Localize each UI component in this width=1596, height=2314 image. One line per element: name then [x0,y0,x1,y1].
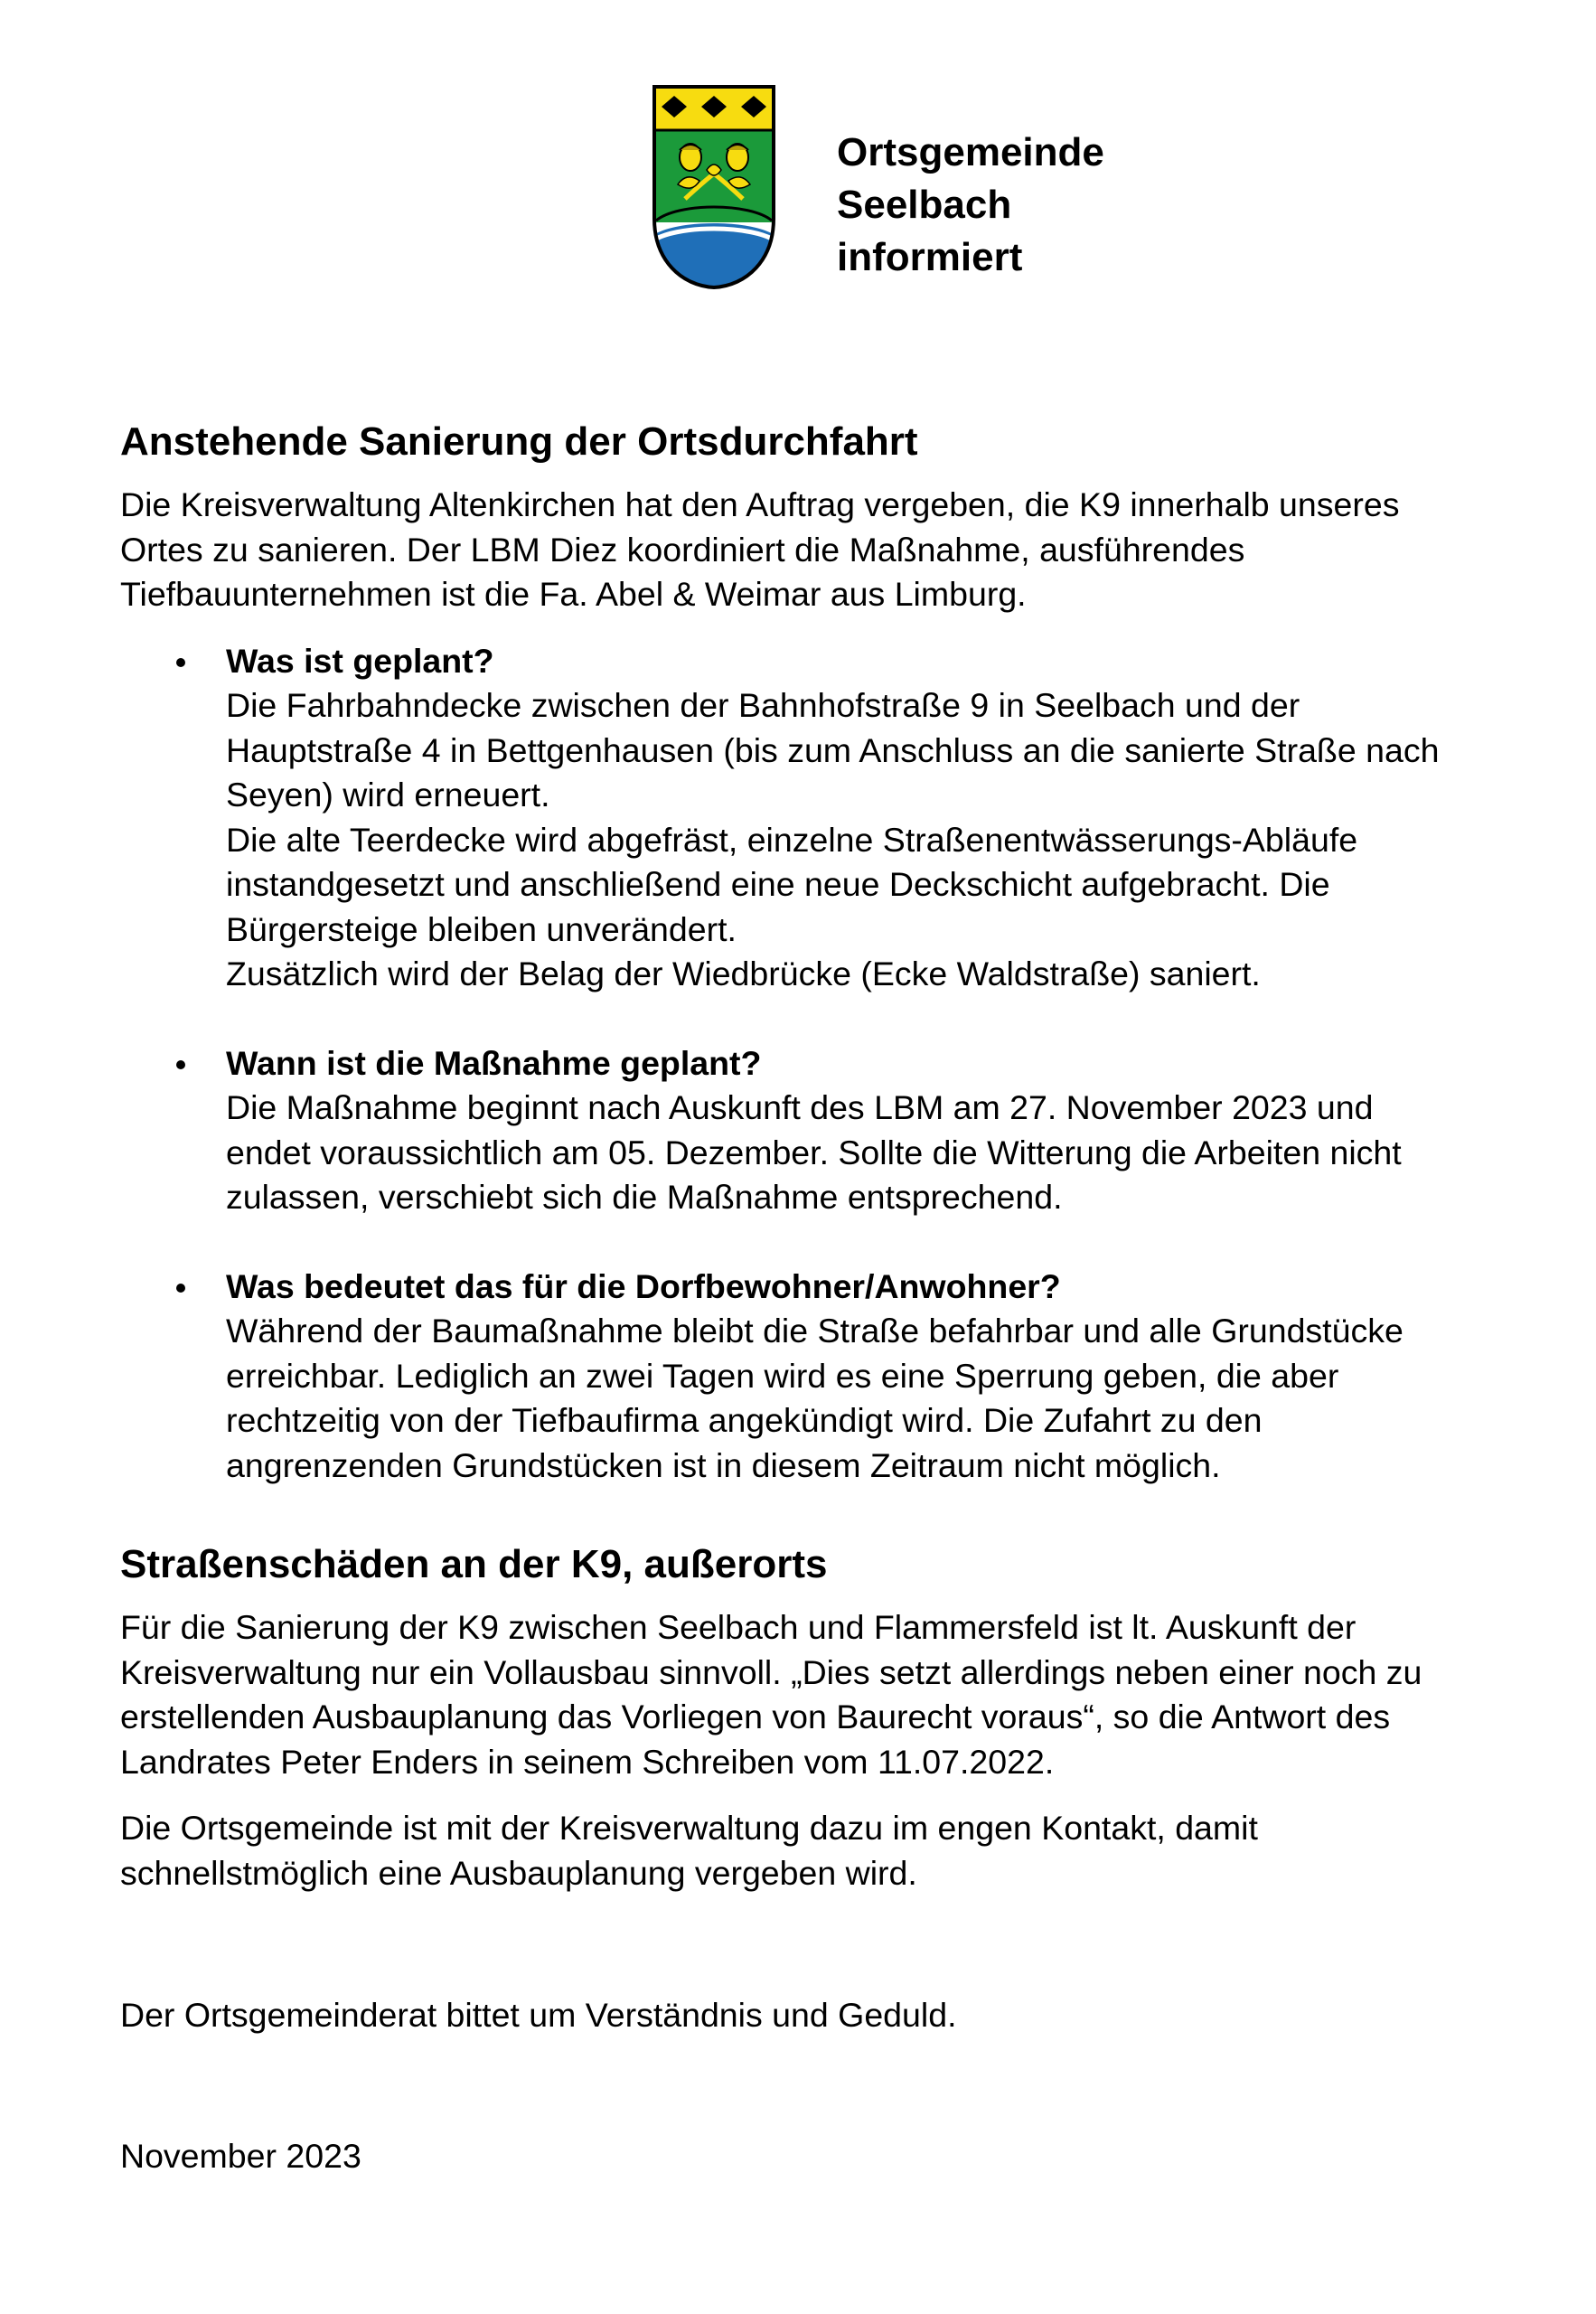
bullet-title: Was ist geplant? [226,641,494,680]
text-line: Die Fahrbahndecke zwischen der Bahnhofstraße 9 in Seelbach und der [226,686,1300,724]
text-line: Seyen) wird erneuert. [226,776,550,814]
text-line: schnellstmöglich eine Ausbauplanung vergeben wird. [120,1853,917,1892]
paragraph-kontakt [120,1806,1530,1895]
bullet-point-geplant [120,639,1530,997]
text-line: Bürgersteige bleiben unverändert. [226,909,737,948]
seelbach-coat-of-arms-icon [651,83,777,291]
text-line: Hauptstraße 4 in Bettgenhausen (bis zum Anschluss an die sanierte Straße nach [226,730,1440,769]
intro-paragraph [120,483,1530,617]
text-line: endet voraussichtlich am 05. Dezember. Sollte die Witterung die Arbeiten nicht [226,1133,1402,1171]
header-title-line: Ortsgemeinde [837,130,1104,174]
paragraph-vollausbau [120,1605,1530,1784]
text-line: Die Maßnahme beginnt nach Auskunft des LBM am 27. November 2023 und [226,1088,1374,1126]
text-line: Die Kreisverwaltung Altenkirchen hat den Auftrag vergeben, die K9 innerhalb unseres [120,485,1400,523]
document-header [651,83,1193,291]
text-line: Tiefbauunternehmen ist die Fa. Abel & Weimar aus Limburg. [120,575,1027,613]
text-line: instandgesetzt und anschließend eine neue Deckschicht aufgebracht. Die [226,865,1330,903]
bullet-title: Was bedeutet das für die Dorfbewohner/Anwohner? [226,1266,1061,1305]
bullet-list [120,639,1530,1489]
document-body [120,418,1530,2178]
text-line: Für die Sanierung der K9 zwischen Seelbach und Flammersfeld ist lt. Auskunft der [120,1608,1357,1646]
closing-statement: Der Ortsgemeinderat bittet um Verständnis und Geduld. [120,1996,957,2034]
bullet-point-wann [120,1041,1530,1220]
section-title-strassenschaeden: Straßenschäden an der K9, außerorts [120,1542,828,1586]
text-line: erstellenden Ausbauplanung das Vorliegen von Baurecht voraus“, so die Antwort des [120,1698,1391,1736]
text-line: Die alte Teerdecke wird abgefräst, einzelne Straßenentwässerungs-Abläufe [226,820,1358,859]
bullet-point-bedeutung [120,1265,1530,1489]
text-line: zulassen, verschiebt sich die Maßnahme entsprechend. [226,1178,1063,1216]
text-line: rechtzeitig von der Tiefbaufirma angekündigt wird. Die Zufahrt zu den [226,1401,1263,1439]
header-title [837,127,1104,284]
text-line: angrenzenden Grundstücken ist in diesem Zeitraum nicht möglich. [226,1445,1221,1484]
text-line: Die Ortsgemeinde ist mit der Kreisverwaltung dazu im engen Kontakt, damit [120,1809,1258,1847]
text-line: Während der Baumaßnahme bleibt die Straße befahrbar und alle Grundstücke [226,1312,1404,1350]
text-line: Ortes zu sanieren. Der LBM Diez koordiniert die Maßnahme, ausführendes [120,530,1245,569]
header-title-line: informiert [837,235,1023,279]
document-date: November 2023 [120,2136,361,2175]
text-line: Landrates Peter Enders in seinem Schreiben vom 11.07.2022. [120,1742,1055,1781]
bullet-title: Wann ist die Maßnahme geplant? [226,1043,762,1082]
section-title-sanierung: Anstehende Sanierung der Ortsdurchfahrt [120,419,918,464]
header-title-line: Seelbach [837,183,1012,227]
text-line: erreichbar. Lediglich an zwei Tagen wird es eine Sperrung geben, die aber [226,1356,1339,1395]
text-line: Kreisverwaltung nur ein Vollausbau sinnvoll. „Dies setzt allerdings neben einer noch zu [120,1652,1422,1691]
text-line: Zusätzlich wird der Belag der Wiedbrücke (Ecke Waldstraße) saniert. [226,955,1261,992]
